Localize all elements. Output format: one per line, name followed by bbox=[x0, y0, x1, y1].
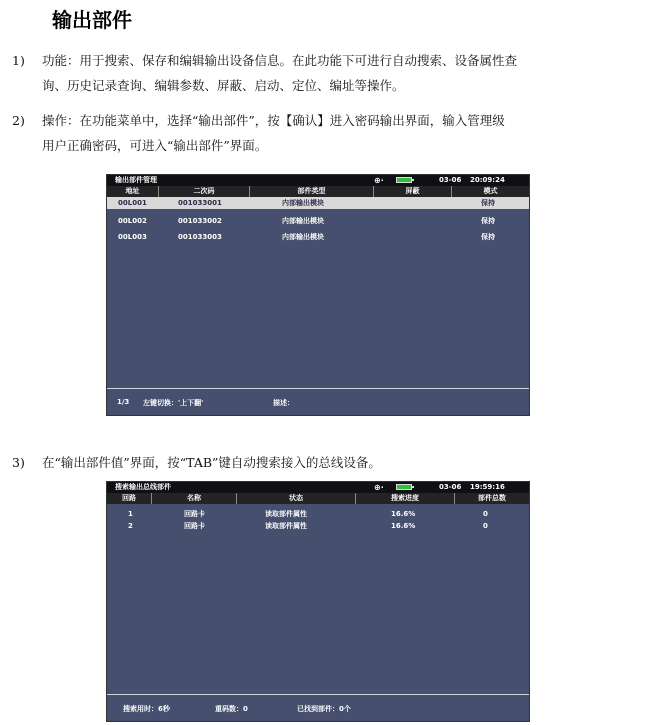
cell-count: 0 bbox=[483, 522, 488, 530]
column-header: 二次码 bbox=[159, 186, 250, 197]
cell-type: 内部输出模块 bbox=[282, 199, 324, 207]
item-1 bbox=[12, 48, 632, 98]
table-row[interactable] bbox=[107, 197, 529, 209]
table-header bbox=[107, 493, 529, 504]
table-header bbox=[107, 186, 529, 197]
battery-icon bbox=[396, 484, 412, 490]
item-3 bbox=[12, 450, 632, 475]
cell-loop: 2 bbox=[128, 522, 133, 530]
cell-name: 回路卡 bbox=[184, 522, 205, 530]
item-number: 3) bbox=[12, 455, 25, 470]
plug-icon: ⊕· bbox=[374, 176, 384, 185]
item-number: 2) bbox=[12, 113, 25, 128]
cell-count: 0 bbox=[483, 510, 488, 518]
cell-loop: 1 bbox=[128, 510, 133, 518]
cell-progress: 16.6% bbox=[391, 510, 416, 518]
column-header: 屏蔽 bbox=[374, 186, 452, 197]
status-time: 20:09:24 bbox=[470, 176, 505, 184]
item-2 bbox=[12, 108, 632, 158]
table-row[interactable] bbox=[107, 520, 529, 532]
cell-mode: 保持 bbox=[481, 217, 495, 225]
bus-search-screen bbox=[106, 481, 530, 722]
cell-address: 00L001 bbox=[118, 199, 147, 207]
item-text-line: 用户正确密码，可进入“输出部件”界面。 bbox=[42, 138, 268, 153]
column-header: 搜索进度 bbox=[356, 493, 455, 504]
page-title: 输出部件 bbox=[52, 8, 132, 32]
search-time: 搜索用时：6秒 bbox=[123, 705, 170, 713]
cell-name: 回路卡 bbox=[184, 510, 205, 518]
table-row[interactable] bbox=[107, 215, 529, 227]
duplicate-count: 重码数：0 bbox=[215, 705, 248, 713]
cell-address: 00L002 bbox=[118, 217, 147, 225]
footer-description: 描述： bbox=[273, 399, 294, 407]
column-header: 状态 bbox=[237, 493, 356, 504]
output-management-screen bbox=[106, 174, 530, 416]
status-time: 19:59:16 bbox=[470, 483, 505, 491]
column-header: 部件类型 bbox=[250, 186, 374, 197]
table-row[interactable] bbox=[107, 508, 529, 520]
cell-code: 001033001 bbox=[178, 199, 222, 207]
screen-footer bbox=[107, 694, 529, 721]
column-header: 地址 bbox=[107, 186, 159, 197]
footer-hint: 左键切换：'上下翻' bbox=[143, 399, 204, 407]
item-text-line: 操作：在功能菜单中，选择“输出部件”，按【确认】进入密码输出界面，输入管理级 bbox=[42, 113, 505, 128]
status-date: 03-06 bbox=[439, 176, 462, 184]
column-header: 名称 bbox=[152, 493, 237, 504]
battery-icon bbox=[396, 177, 412, 183]
column-header: 部件总数 bbox=[455, 493, 529, 504]
status-date: 03-06 bbox=[439, 483, 462, 491]
cell-type: 内部输出模块 bbox=[282, 233, 324, 241]
cell-code: 001033003 bbox=[178, 233, 222, 241]
table-row[interactable] bbox=[107, 231, 529, 243]
cell-progress: 16.6% bbox=[391, 522, 416, 530]
table-body bbox=[107, 197, 529, 243]
item-text-line: 功能：用于搜索、保存和编辑输出设备信息。在此功能下可进行自动搜索、设备属性查 bbox=[42, 53, 518, 68]
found-count: 已找到部件：0个 bbox=[297, 705, 351, 713]
screen-footer bbox=[107, 388, 529, 415]
status-bar bbox=[107, 175, 529, 186]
cell-mode: 保持 bbox=[481, 199, 495, 207]
cell-type: 内部输出模块 bbox=[282, 217, 324, 225]
plug-icon: ⊕· bbox=[374, 483, 384, 492]
column-header: 回路 bbox=[107, 493, 152, 504]
table-body bbox=[107, 504, 529, 532]
cell-code: 001033002 bbox=[178, 217, 222, 225]
status-bar bbox=[107, 482, 529, 493]
cell-mode: 保持 bbox=[481, 233, 495, 241]
cell-address: 00L003 bbox=[118, 233, 147, 241]
item-number: 1) bbox=[12, 53, 25, 68]
column-header: 模式 bbox=[452, 186, 529, 197]
cell-state: 读取部件属性 bbox=[265, 510, 307, 518]
screen-title: 搜索输出总线部件 bbox=[115, 483, 171, 491]
item-text-line: 在“输出部件值”界面，按“TAB”键自动搜索接入的总线设备。 bbox=[42, 455, 381, 470]
page-indicator: 1/3 bbox=[117, 398, 130, 406]
screen-title: 输出部件管理 bbox=[115, 176, 157, 184]
cell-state: 读取部件属性 bbox=[265, 522, 307, 530]
item-text-line: 询、历史记录查询、编辑参数、屏蔽、启动、定位、编址等操作。 bbox=[42, 78, 405, 93]
